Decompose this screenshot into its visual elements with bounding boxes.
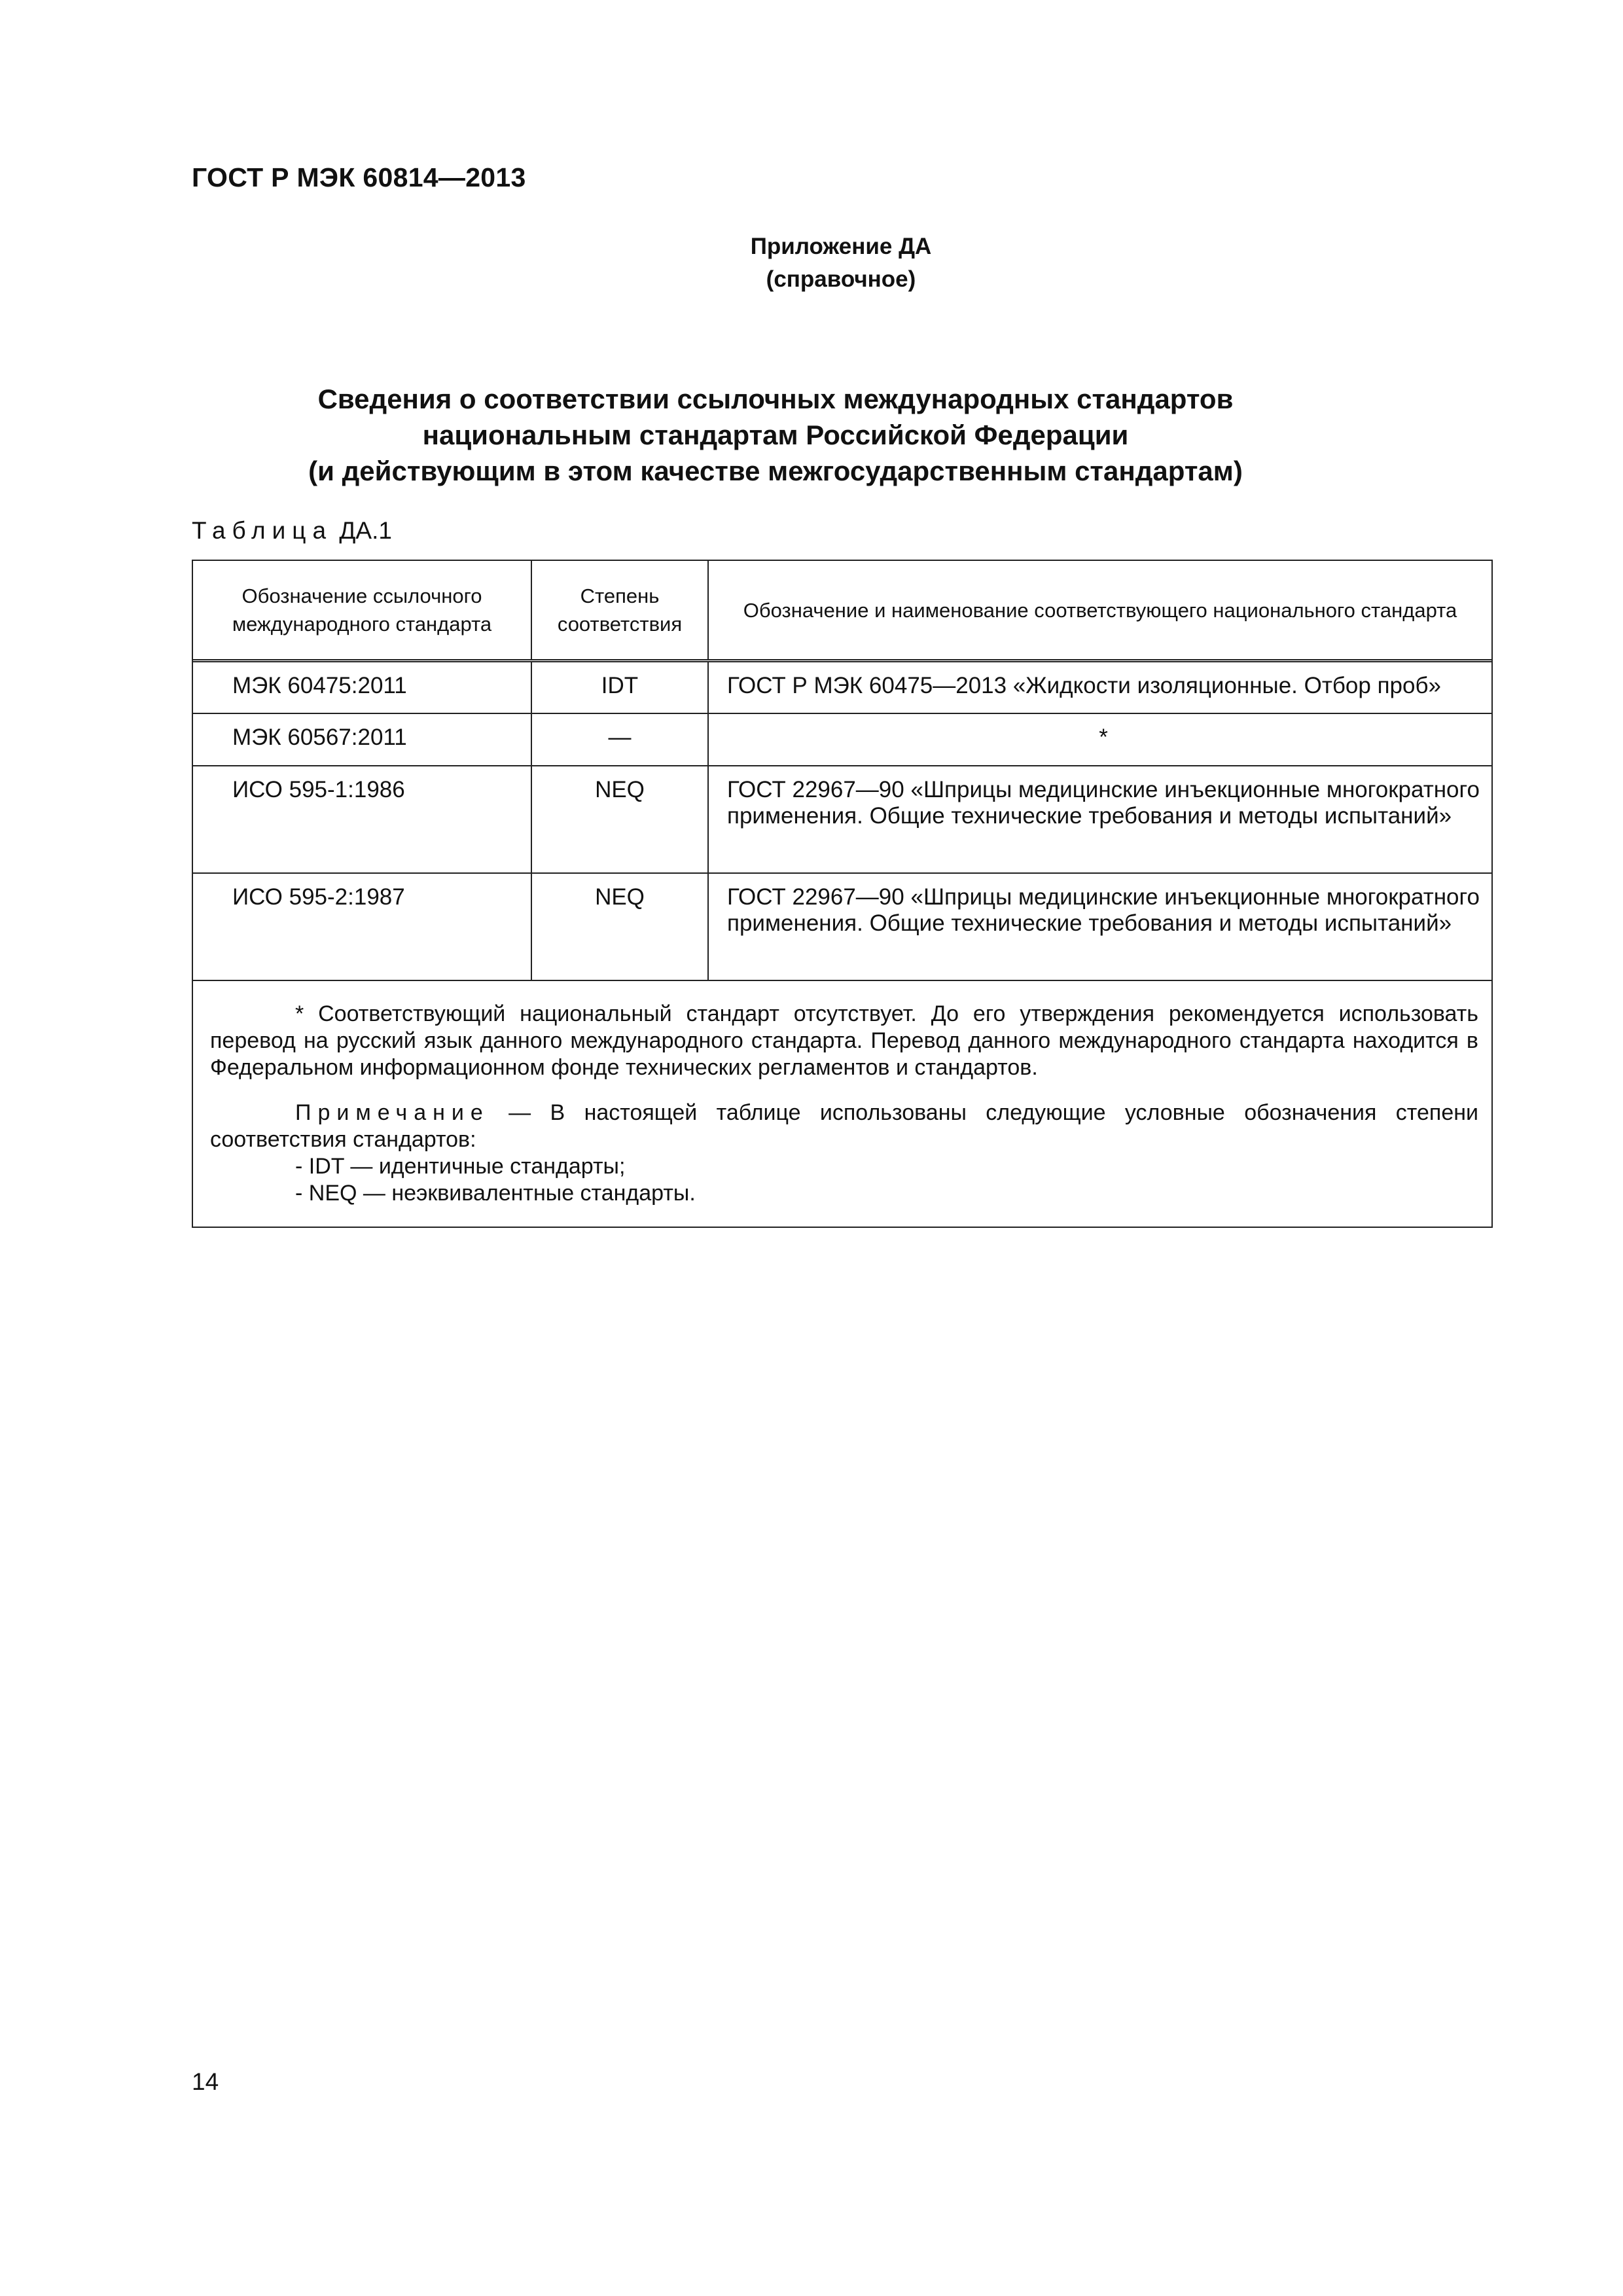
table-row	[193, 713, 1491, 766]
cell-ref: МЭК 60475:2011	[193, 661, 531, 713]
note-item-idt: - IDT — идентичные стандарты;	[295, 1153, 626, 1179]
header-ref-standard: Обозначение ссылочного международного стандарта	[193, 561, 531, 661]
note-item-neq: - NEQ — неэквивалентные стандарты.	[295, 1180, 696, 1206]
cell-national: *	[708, 713, 1491, 766]
appendix-kind: (справочное)	[766, 266, 916, 292]
cell-national: ГОСТ Р МЭК 60475—2013 «Жидкости изоляционные. Отбор проб»	[708, 661, 1491, 713]
cell-national: ГОСТ 22967—90 «Шприцы медицинские инъекционные многократного применения. Общие технические требования и методы испытаний»	[708, 766, 1491, 873]
note-label: Примечание	[295, 1100, 490, 1125]
cell-ref: МЭК 60567:2011	[193, 713, 531, 766]
table-row	[193, 661, 1491, 713]
document-title	[262, 381, 1289, 489]
table-notes	[193, 980, 1491, 1227]
cell-ref: ИСО 595-2:1987	[193, 873, 531, 980]
table-footnote: * Соответствующий национальный стандарт отсутствует. До его утверждения рекомендуется использовать перевод на русский язык данного международного стандарта. Перевод данного международного стандарта находится в Федеральном информационном фонде технических регламентов и стандартов.	[210, 1001, 1478, 1080]
cell-ref: ИСО 595-1:1986	[193, 766, 531, 873]
table-caption-label: Таблица	[192, 517, 333, 544]
title-line-3: (и действующим в этом качестве межгосударственным стандартам)	[308, 456, 1243, 486]
header-national-standard: Обозначение и наименование соответствующего национального стандарта	[708, 561, 1491, 661]
appendix-heading	[654, 230, 1027, 296]
header-degree: Степень соответствия	[531, 561, 708, 661]
table-notes-row	[193, 980, 1491, 1227]
table-caption-number: ДА.1	[339, 517, 392, 544]
note-text: — В настоящей таблице использованы следующие условные обозначения степени соответствия стандартов:	[210, 1100, 1478, 1152]
table-caption	[192, 517, 392, 545]
appendix-title: Приложение ДА	[750, 234, 932, 259]
cell-degree: —	[531, 713, 708, 766]
title-line-2: национальным стандартам Российской Федерации	[422, 420, 1129, 450]
table-row	[193, 873, 1491, 980]
page-number: 14	[192, 2068, 219, 2095]
table-note	[210, 1100, 1478, 1153]
table-header-row	[193, 561, 1491, 661]
document-code: ГОСТ Р МЭК 60814—2013	[192, 162, 526, 192]
cell-national: ГОСТ 22967—90 «Шприцы медицинские инъекционные многократного применения. Общие технические требования и методы испытаний»	[708, 873, 1491, 980]
title-line-1: Сведения о соответствии ссылочных международных стандартов	[317, 384, 1234, 414]
cell-degree: NEQ	[531, 766, 708, 873]
table-row	[193, 766, 1491, 873]
cell-degree: IDT	[531, 661, 708, 713]
correspondence-table	[192, 560, 1493, 1228]
cell-degree: NEQ	[531, 873, 708, 980]
